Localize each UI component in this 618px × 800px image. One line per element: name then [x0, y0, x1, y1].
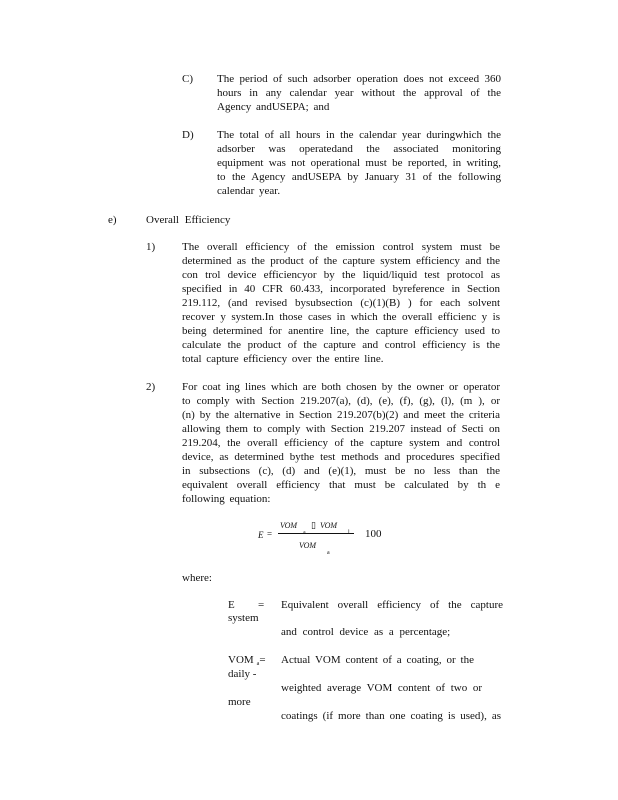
- equation-denominator-subscript: a: [327, 550, 330, 556]
- equation-factor: 100: [365, 528, 382, 540]
- section-e-label: e): [108, 214, 117, 226]
- definition-wrap: daily -: [228, 668, 257, 680]
- where-label: where:: [182, 572, 212, 584]
- equation-numerator-left: VOM: [280, 521, 298, 530]
- definition-separator: =: [259, 654, 266, 666]
- item-c-text: The period of such adsorber operation does not exceed 360 hours in any calendar year without the approval of the Agency andUSEPA; and: [217, 73, 501, 113]
- equation-equals: =: [267, 529, 273, 539]
- definition-continuation: and control device as a percentage;: [281, 626, 451, 638]
- definition-continuation: more: [228, 696, 251, 708]
- definition-term-subscript: a: [256, 661, 260, 667]
- item-d-label: D): [182, 129, 194, 141]
- definition-text: Equivalent overall efficiency of the capture: [281, 599, 503, 611]
- item-d-text: The total of all hours in the calendar year duringwhich the adsorber was operatedand the associated monitoring equipment was not operational must be reported, in writing, to the Agency andUSEPA by January 31 of the following calendar year.: [217, 129, 501, 197]
- definition-term: E: [228, 599, 235, 611]
- equation-operator: ▯: [311, 520, 316, 530]
- equation-numerator-right: VOM: [320, 521, 338, 530]
- paragraph-2-label: 2): [146, 381, 156, 393]
- definition-continuation: coatings (if more than one coating is used), as: [281, 710, 501, 722]
- item-c-label: C): [182, 73, 193, 85]
- definition-separator: =: [258, 599, 265, 611]
- definition-wrap: system: [228, 612, 259, 624]
- section-e-heading: Overall Efficiency: [146, 214, 231, 226]
- definition-term: VOM a=: [228, 654, 266, 667]
- definition-text: Actual VOM content of a coating, or the: [281, 654, 474, 666]
- paragraph-2-text: For coat ing lines which are both chosen by the owner or operator to comply with Section 219.207(a), (d), (e), (f), (g), (l), (m ), or (n) by the alternative in Section 219.207(b)(2) and meet the criteria allowing them to comply with Section 219.207 instead of Secti on 219.204, the overall efficiency of the capture system and control device, as determined bythe test methods and procedures specified in subsections (c), (d) and (e)(1), must be no less than the equivalent overall efficiency that must be calculated by th e following equation:: [182, 381, 500, 505]
- equation-denominator: VOM: [299, 541, 317, 550]
- equation-fraction-bar: [278, 533, 354, 534]
- paragraph-1-text: The overall efficiency of the emission control system must be determined as the product of the capture system efficiency and the con trol device efficiencyor by the liquid/liquid test protocol as specified in 40 CFR 60.433, incorporated byreference in Section 219.112, (and revised bysubsection (c)(1)(B) ) for each solvent recover y system.In those cases in which the overall efficienc y is being determined for anentire line, the capture efficiency used to calculate the product of the capture and control efficiency is the total capture efficiency over the entire line.: [182, 241, 500, 365]
- equation-lhs: E: [258, 530, 264, 540]
- paragraph-1-label: 1): [146, 241, 156, 253]
- definition-continuation: weighted average VOM content of two or: [281, 682, 482, 694]
